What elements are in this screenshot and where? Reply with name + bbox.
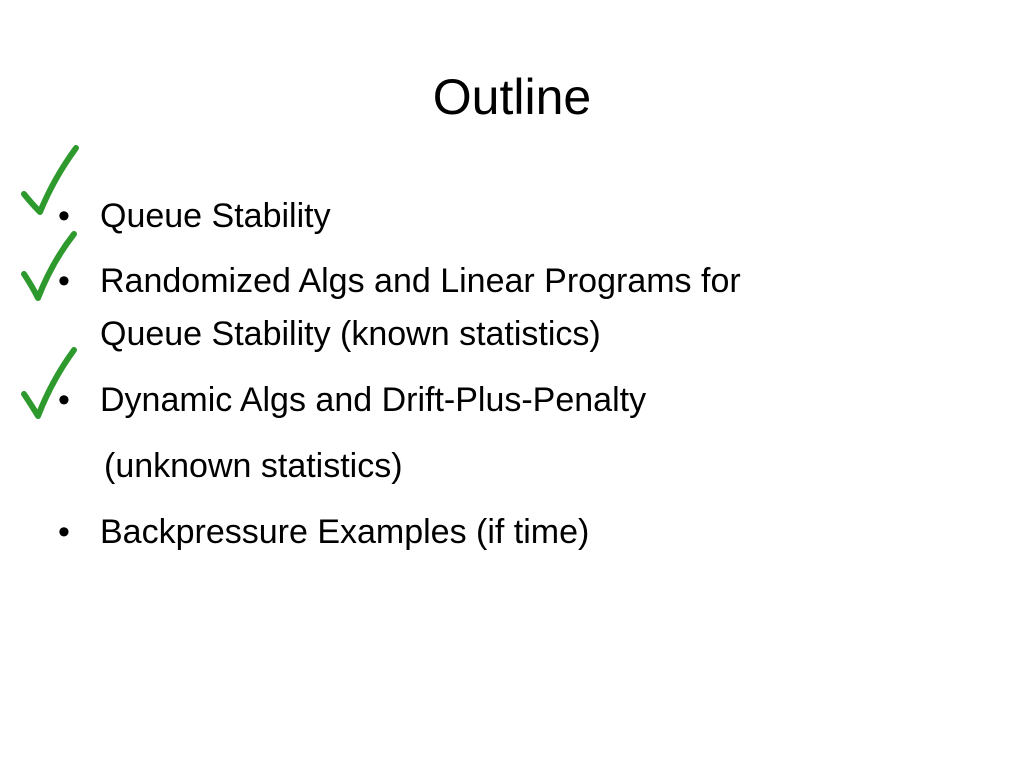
list-item-text: Backpressure Examples (if time) [100, 513, 590, 551]
list-item-continuation: (unknown statistics) [104, 447, 403, 485]
slide-title: Outline [432, 69, 592, 125]
list-item-text: Queue Stability [100, 197, 331, 235]
bullet-glyph: • [58, 513, 70, 551]
list-item-text: Randomized Algs and Linear Programs for [100, 262, 741, 300]
list-item-continuation: Queue Stability (known statistics) [100, 315, 601, 353]
bullet-glyph: • [58, 381, 70, 419]
bullet-glyph: • [58, 262, 70, 300]
list-item-text: Dynamic Algs and Drift-Plus-Penalty [100, 381, 647, 419]
bullet-glyph: • [58, 197, 70, 235]
